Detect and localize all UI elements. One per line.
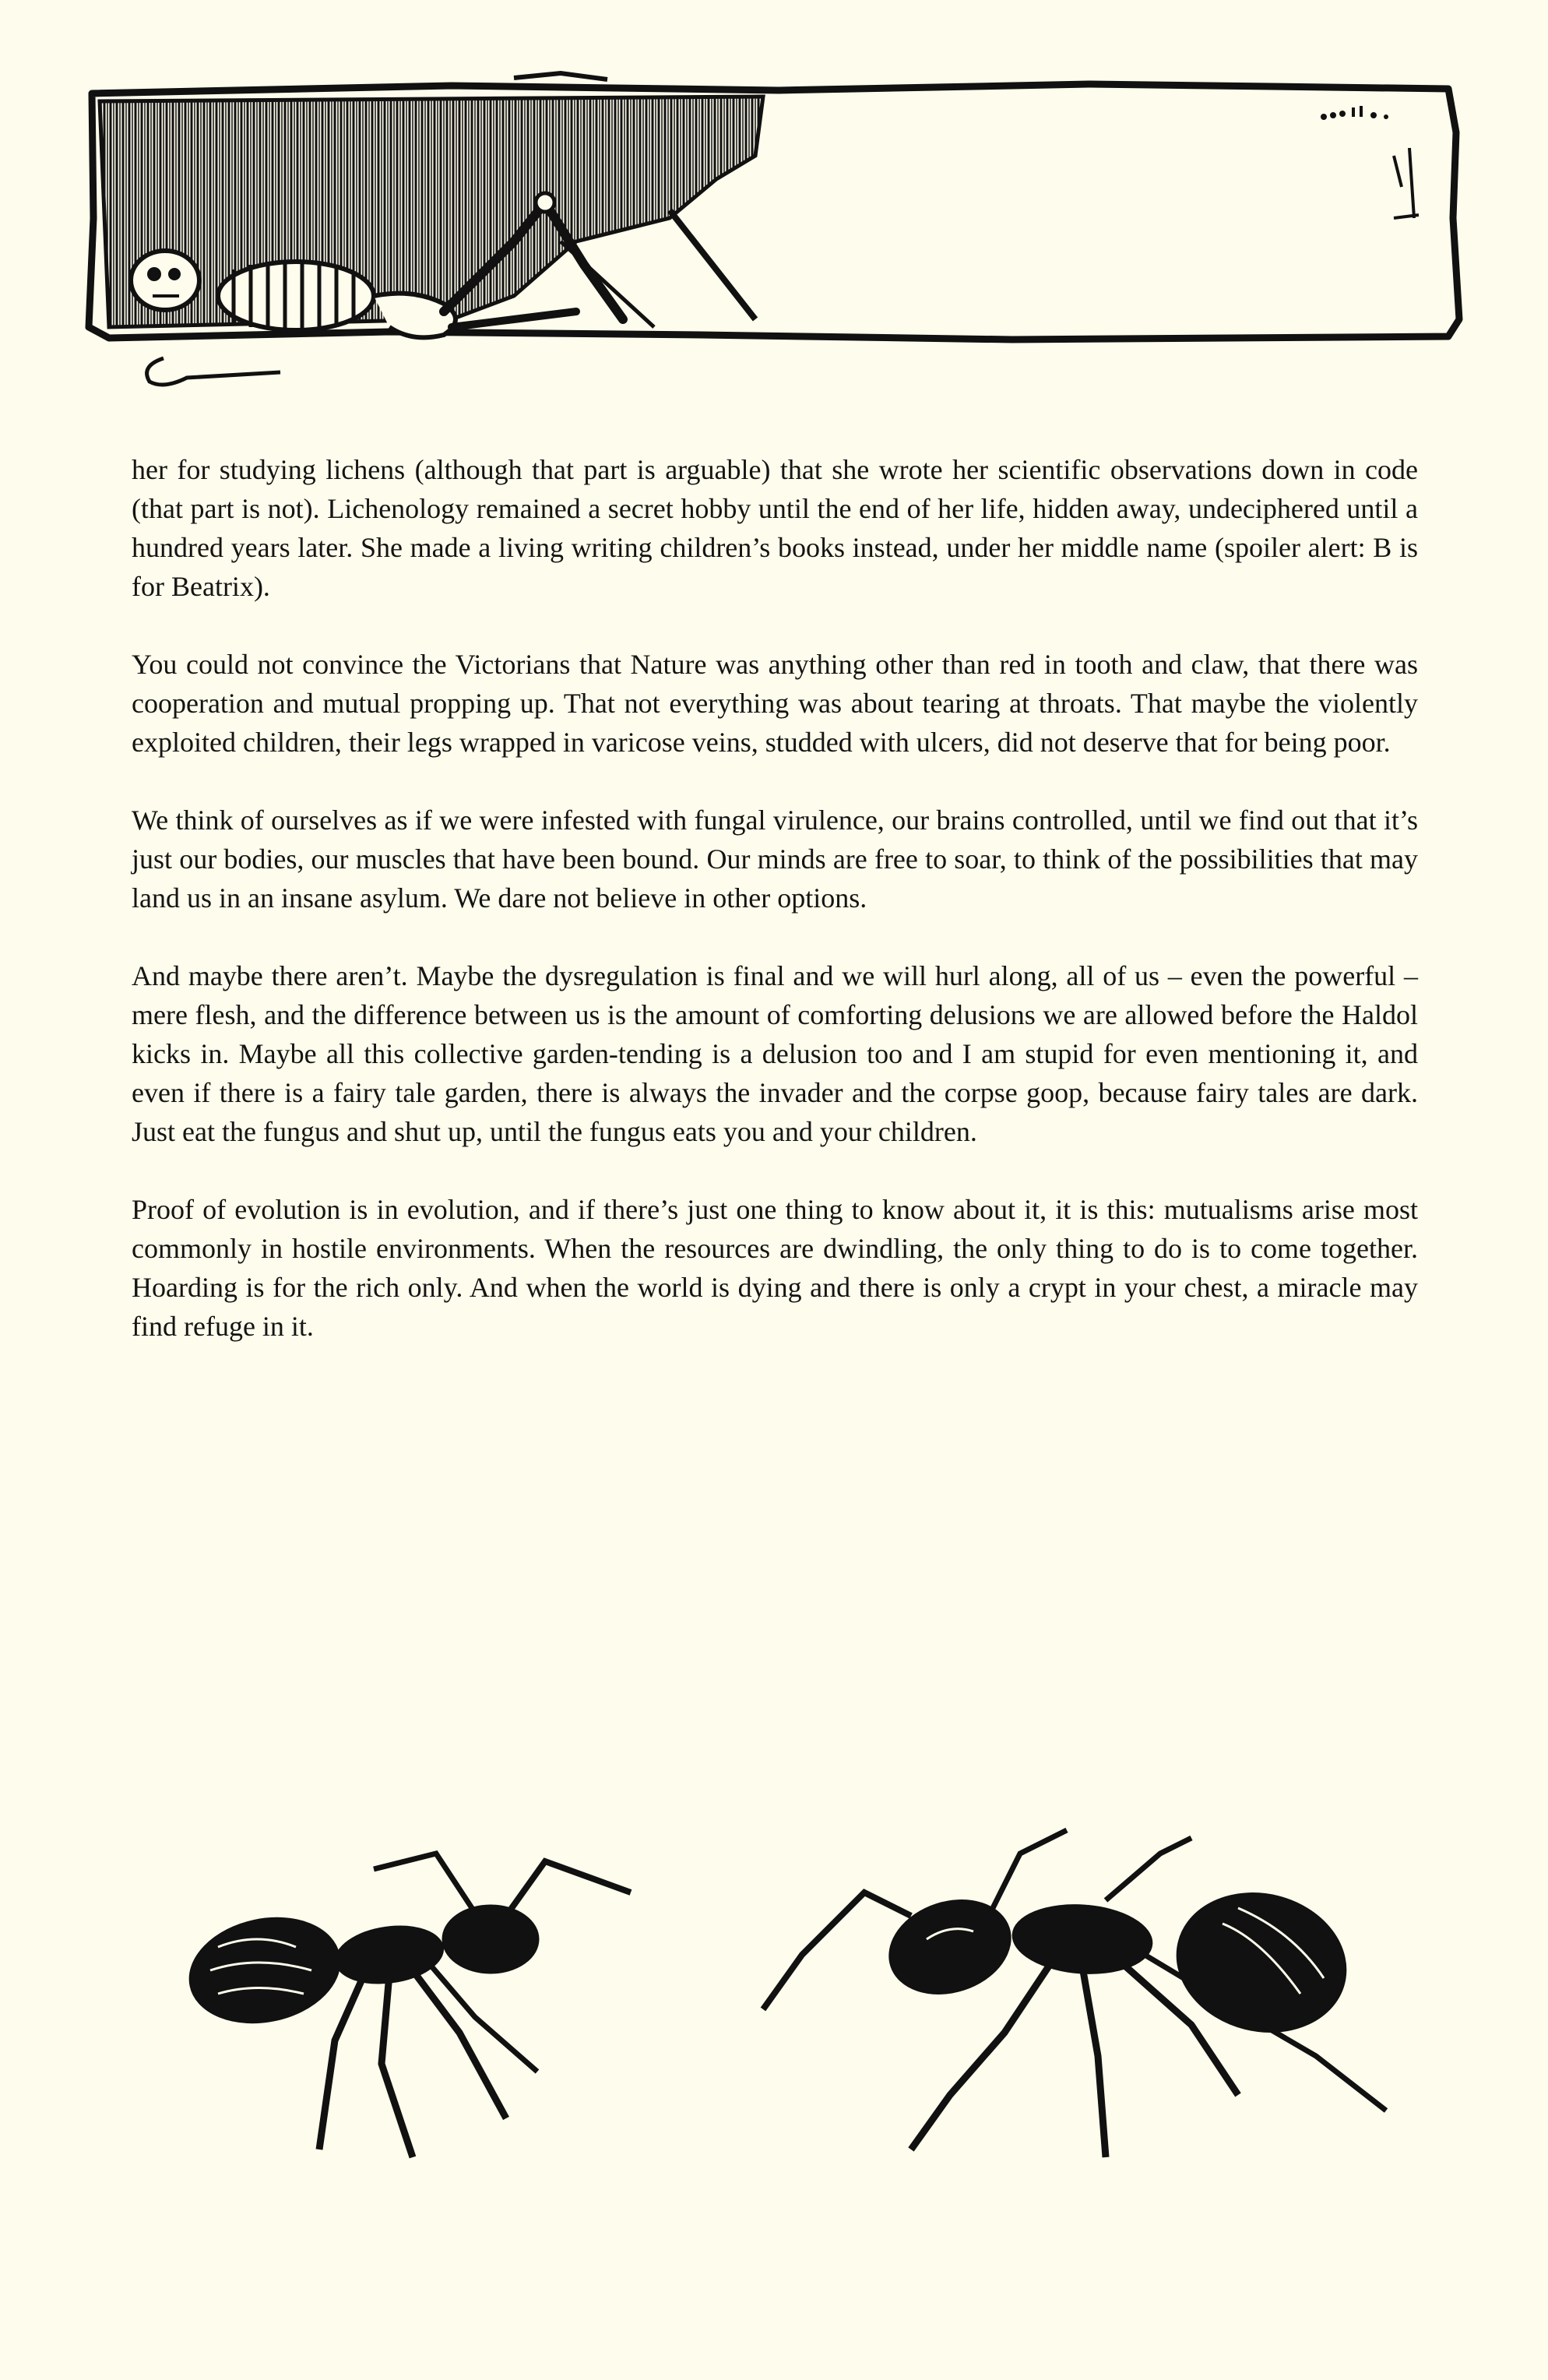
paragraph-5: Proof of evolution is in evolution, and if there’s just one thing to know about it, it is this: mutualisms arise most commonly in hostile environments. When the resources are dwindling, the only thing to do is to come together. Hoarding is for the rich only. And when the world is dying and there is only a crypt in your chest, a miracle may find refuge in it. xyxy=(132,1194,1418,1342)
paragraph-2: You could not convince the Victorians that Nature was anything other than red in tooth and claw, that there was cooperation and mutual propping up. That not everything was about tearing at throats. That maybe the violently exploited children, their legs wrapped in varicose veins, studded with ulcers, did not deserve that for being poor. xyxy=(132,649,1418,758)
skeleton-crypt-banner xyxy=(78,62,1464,389)
paragraph-1: her for studying lichens (although that part is arguable) that she wrote her scientific observations down in code (that part is not). Lichenology remained a secret hobby until the end of her life, hidden away, undeciphered until a hundred years later. She made a living writing children’s books instead, under her middle name (spoiler alert: B is for Beatrix). xyxy=(132,454,1418,602)
paragraph-3: We think of ourselves as if we were infested with fungal virulence, our brains controlled, until we find out that it’s just our bodies, our muscles that have been bound. Our minds are free to soar, to think of the possibilities that may land us in an insane asylum. We dare not believe in other options. xyxy=(132,804,1418,914)
paragraph-4: And maybe there aren’t. Maybe the dysregulation is final and we will hurl along, all of us – even the powerful – mere flesh, and the difference between us is the amount of comforting delusions we are allowed before the Haldol kicks in. Maybe all this collective garden-tending is a delusion too and I am stupid for even mentioning it, and even if there is a fairy tale garden, there is always the invader and the corpse goop, because fairy tales are dark. Just eat the fungus and shut up, until the fungus eats you and your children. xyxy=(132,960,1418,1147)
left-ant-illustration xyxy=(179,1838,662,2165)
right-ant-illustration xyxy=(755,1822,1394,2173)
body-text xyxy=(132,450,1418,1385)
